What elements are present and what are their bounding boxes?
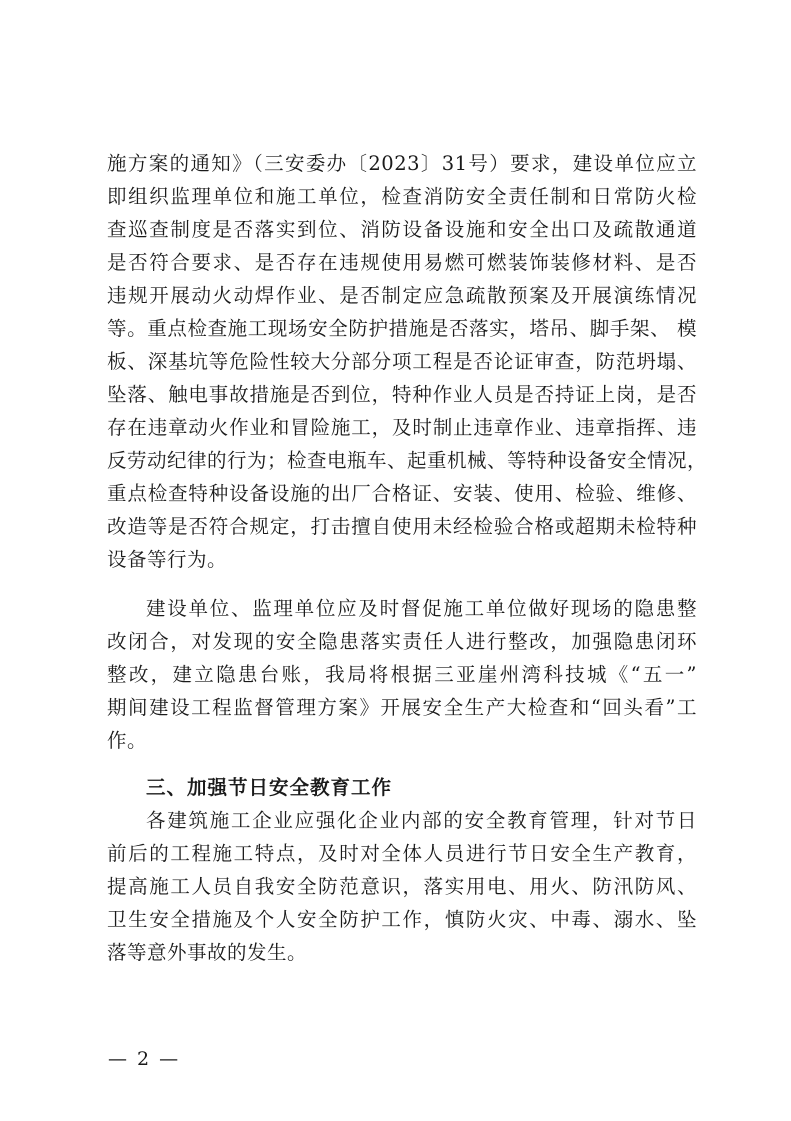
text-line: 卫生安全措施及个人安全防护工作，慎防火灾、中毒、溺水、坠 bbox=[107, 908, 697, 931]
text-line: 落等意外事故的发生。 bbox=[107, 941, 308, 964]
text-line: 改造等是否符合规定，打击擅自使用未经检验合格或超期未检特种 bbox=[107, 515, 697, 538]
text-line: 查巡查制度是否落实到位、消防设备设施和安全出口及疏散通道 bbox=[107, 218, 697, 241]
text-line: 反劳动纪律的行为；检查电瓶车、起重机械、等特种设备安全情况， bbox=[107, 449, 708, 472]
text-line: 各建筑施工企业应强化企业内部的安全教育管理，针对节日 bbox=[146, 809, 697, 832]
text-line: 是否符合要求、是否存在违规使用易燃可燃装饰装修材料、是否 bbox=[107, 251, 697, 274]
text-line: 施方案的通知》（三安委办〔2023〕31号）要求，建设单位应立 bbox=[107, 152, 697, 175]
text-line: 等。重点检查施工现场安全防护措施是否落实，塔吊、脚手架、 模 bbox=[107, 317, 697, 340]
text-line: 设备等行为。 bbox=[107, 548, 228, 571]
text-line: 作。 bbox=[107, 729, 148, 752]
text-line: 违规开展动火动焊作业、是否制定应急疏散预案及开展演练情况 bbox=[107, 284, 697, 307]
page-number: — 2 — bbox=[108, 1048, 181, 1070]
text-line: 提高施工人员自我安全防范意识，落实用电、用火、防汛防风、 bbox=[107, 875, 697, 898]
text-line: 存在违章动火作业和冒险施工，及时制止违章作业、违章指挥、违 bbox=[107, 416, 697, 439]
text-line: 即组织监理单位和施工单位，检查消防安全责任制和日常防火检 bbox=[107, 185, 697, 208]
section-heading: 三、加强节日安全教育工作 bbox=[146, 776, 393, 799]
text-line: 建设单位、监理单位应及时督促施工单位做好现场的隐患整 bbox=[146, 597, 697, 620]
text-line: 板、深基坑等危险性较大分部分项工程是否论证审查，防范坍塌、 bbox=[107, 350, 697, 373]
text-line: 重点检查特种设备设施的出厂合格证、安装、使用、检验、维修、 bbox=[107, 482, 697, 505]
text-line: 整改，建立隐患台账，我局将根据三亚崖州湾科技城《“五一” bbox=[107, 663, 697, 686]
text-line: 前后的工程施工特点，及时对全体人员进行节日安全生产教育， bbox=[107, 842, 697, 865]
text-line: 坠落、触电事故措施是否到位，特种作业人员是否持证上岗，是否 bbox=[107, 383, 697, 406]
text-line: 期间建设工程监督管理方案》开展安全生产大检查和“回头看”工 bbox=[107, 696, 697, 719]
text-line: 改闭合，对发现的安全隐患落实责任人进行整改，加强隐患闭环 bbox=[107, 630, 697, 653]
